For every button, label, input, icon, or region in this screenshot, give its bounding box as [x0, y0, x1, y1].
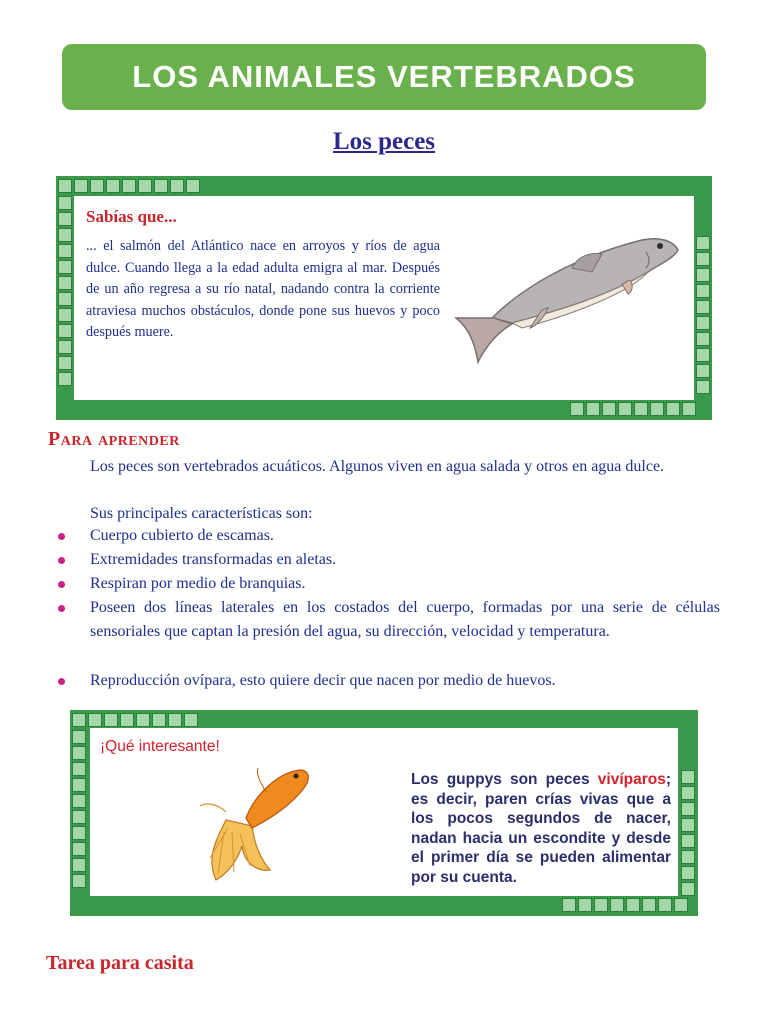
list-item: Poseen dos líneas laterales en los costados del cuerpo, formadas por una serie de células sensoriales que captan la presión del agua, su dirección, velocidad y temperatura. [90, 599, 720, 640]
list-item: Reproducción ovípara, esto quiere decir que nacen por medio de huevos. [90, 672, 556, 689]
lead-sentence: Sus principales características son: [90, 505, 313, 522]
guppy-illustration [196, 762, 316, 886]
frame-tiles-bottom [570, 402, 698, 416]
frame-tiles-top [58, 179, 202, 193]
para-aprender-heading: Para aprender [48, 428, 180, 450]
bullet-dot [58, 581, 65, 588]
bullet-dot [58, 678, 65, 685]
list-item: Cuerpo cubierto de escamas. [90, 527, 274, 544]
frame-tiles-left [58, 196, 72, 388]
subtitle-text: Los peces [332, 128, 436, 155]
intro-paragraph: Los peces son vertebrados acuáticos. Algunos viven en agua salada y otros en agua dulce. [90, 458, 665, 475]
salmon-paragraph: ... el salmón del Atlántico nace en arroyos y ríos de agua dulce. Cuando llega a la edad adulta emigra al mar. Después de un año regresa a su río natal, nadando contra la corriente atraviesa muchos obstáculos, donde pone sus huevos y poco después muere. [86, 238, 440, 340]
sabias-que-heading: Sabías que... [86, 207, 177, 226]
page-title: LOS ANIMALES VERTEBRADOS [132, 59, 636, 94]
title-banner [62, 44, 706, 110]
bullet-dot [58, 533, 65, 540]
guppy-text-start: Los guppys son peces [411, 771, 598, 788]
section-subtitle [0, 128, 768, 156]
salmon-illustration [452, 228, 684, 368]
que-interesante-heading: ¡Qué interesante! [100, 738, 220, 755]
frame-tiles-left [72, 730, 86, 890]
frame-tiles-top [72, 713, 200, 727]
bullet-dot [58, 605, 65, 612]
bullet-dot [58, 557, 65, 564]
frame-tiles-right [696, 236, 710, 396]
list-item: Extremidades transformadas en aletas. [90, 551, 337, 568]
tarea-heading: Tarea para casita [46, 952, 194, 974]
list-item: Respiran por medio de branquias. [90, 575, 306, 592]
frame-tiles-right [681, 770, 695, 898]
frame-tiles-bottom [562, 898, 690, 912]
guppy-text-emphasis: vivíparos [597, 771, 666, 788]
guppy-paragraph [411, 770, 671, 887]
guppy-text-end: ; es decir, paren crías vivas que a los pocos segundos de nacer, nadan hacia un escondite y desde el primer día se pueden alimentar por su cuenta. [411, 771, 671, 886]
